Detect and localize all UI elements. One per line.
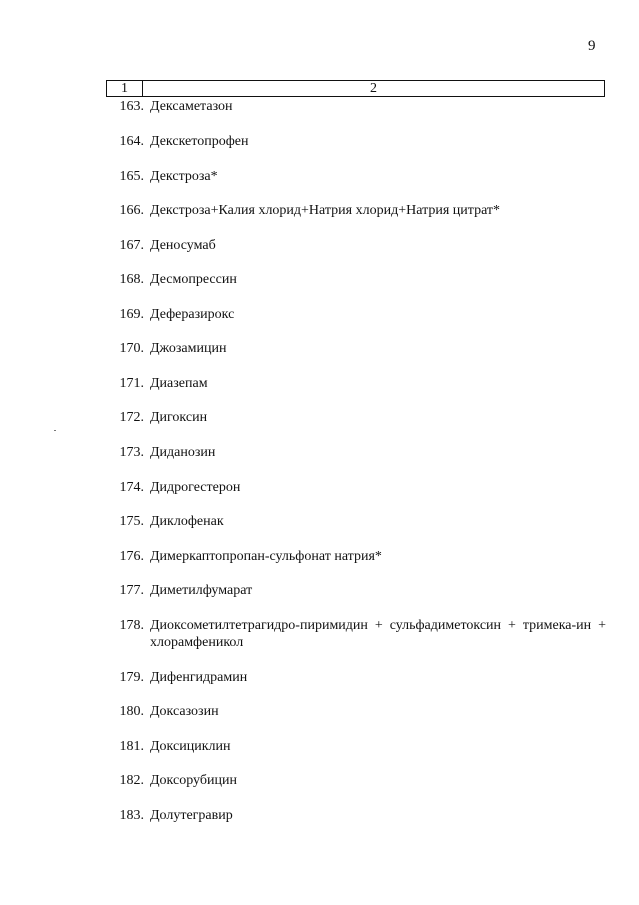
drug-name: Джозамицин [150, 341, 227, 356]
item-number: 180. [119, 704, 144, 719]
drug-name: Декстроза* [150, 169, 218, 184]
list-item [106, 133, 606, 150]
list-item [106, 444, 606, 461]
item-number: 174. [119, 480, 144, 495]
drug-name: Деносумаб [150, 238, 216, 253]
item-number: 182. [119, 773, 144, 788]
item-number: 169. [119, 307, 144, 322]
list-item [106, 202, 606, 219]
page-number: 9 [588, 38, 596, 54]
item-number: 181. [119, 739, 144, 754]
column-2-header: 2 [370, 81, 377, 96]
list-item [106, 513, 606, 530]
list-item [106, 479, 606, 496]
item-number: 177. [119, 583, 144, 598]
list-item [106, 98, 606, 115]
drug-name: Дифенгидрамин [150, 670, 248, 685]
drug-name: Доксициклин [150, 739, 231, 754]
item-number: 183. [119, 808, 144, 823]
list-item [106, 168, 606, 185]
list-item [106, 271, 606, 288]
list-item [106, 617, 606, 651]
item-number: 179. [119, 670, 144, 685]
drug-name: Доксорубицин [150, 773, 237, 788]
list-item [106, 807, 606, 824]
drug-name: Дидрогестерон [150, 480, 241, 495]
table-column-header [106, 80, 605, 97]
item-number: 166. [119, 203, 144, 218]
list-item [106, 703, 606, 720]
drug-name: Диоксометилтетрагидро-пиримидин + сульфадиметоксин + тримека-ин + хлорамфеникол [150, 618, 606, 650]
item-number: 165. [119, 169, 144, 184]
drug-name: Диазепам [150, 376, 208, 391]
item-number: 168. [119, 272, 144, 287]
item-number: 171. [119, 376, 144, 391]
drug-name: Доксазозин [150, 704, 219, 719]
list-item [106, 738, 606, 755]
drug-name: Декскетопрофен [150, 134, 249, 149]
drug-name: Диметилфумарат [150, 583, 253, 598]
drug-name: Декстроза+Калия хлорид+Натрия хлорид+Натрия цитрат* [150, 203, 501, 218]
item-number: 176. [119, 549, 144, 564]
list-item [106, 237, 606, 254]
item-number: 173. [119, 445, 144, 460]
list-item [106, 409, 606, 426]
item-number: 172. [119, 410, 144, 425]
drug-name: Диданозин [150, 445, 216, 460]
scan-speck [54, 430, 56, 431]
item-number: 170. [119, 341, 144, 356]
item-number: 164. [119, 134, 144, 149]
drug-name: Диклофенак [150, 514, 224, 529]
drug-name: Долутегравир [150, 808, 233, 823]
drug-name: Дигоксин [150, 410, 208, 425]
item-number: 175. [119, 514, 144, 529]
list-item [106, 306, 606, 323]
item-number: 167. [119, 238, 144, 253]
list-item [106, 375, 606, 392]
item-number: 163. [119, 99, 144, 114]
drug-name: Димеркаптопропан-сульфонат натрия* [150, 549, 382, 564]
drug-name: Деферазирокс [150, 307, 235, 322]
list-item [106, 340, 606, 357]
list-item [106, 582, 606, 599]
list-item [106, 772, 606, 789]
list-item [106, 548, 606, 565]
column-1-header: 1 [107, 81, 143, 96]
item-number: 178. [119, 618, 144, 633]
drug-name: Десмопрессин [150, 272, 237, 287]
drug-name: Дексаметазон [150, 99, 233, 114]
list-item [106, 669, 606, 686]
